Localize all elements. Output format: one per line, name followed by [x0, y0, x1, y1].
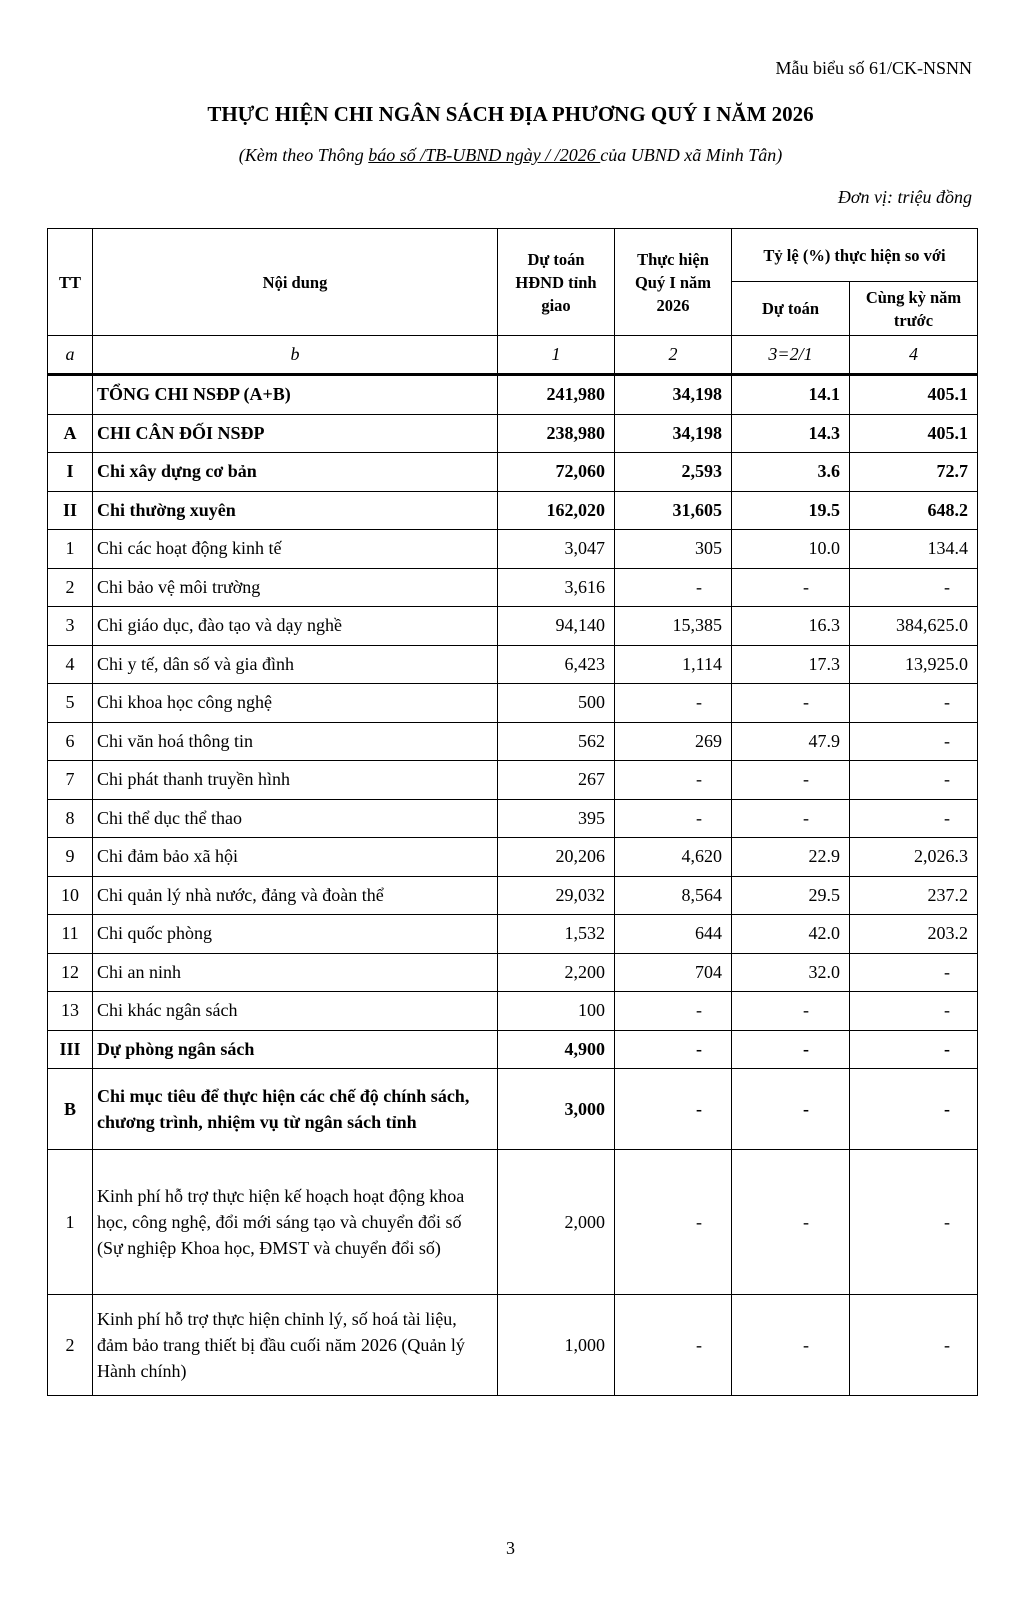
table-row: [48, 838, 978, 877]
row-tt: 3: [48, 607, 93, 646]
row-tt: 1: [48, 1150, 93, 1295]
row-content: TỔNG CHI NSĐP (A+B): [93, 375, 498, 415]
table-row: [48, 530, 978, 569]
row-content: Chi đảm bảo xã hội: [93, 838, 498, 877]
table-row: [48, 645, 978, 684]
table-row: [48, 684, 978, 723]
index-row: [48, 336, 978, 375]
row-ratio-prev: -: [850, 1069, 978, 1150]
row-ratio-prev: -: [850, 992, 978, 1031]
table-row: [48, 414, 978, 453]
row-tt: I: [48, 453, 93, 492]
row-content: Chi an ninh: [93, 953, 498, 992]
row-content: Chi xây dựng cơ bản: [93, 453, 498, 492]
row-estimate: 2,200: [498, 953, 615, 992]
table-row: [48, 1030, 978, 1069]
row-content: Chi bảo vệ môi trường: [93, 568, 498, 607]
unit-label: Đơn vị: triệu đồng: [837, 187, 972, 207]
row-estimate: 3,000: [498, 1069, 615, 1150]
row-content: CHI CÂN ĐỐI NSĐP: [93, 414, 498, 453]
row-actual: -: [615, 992, 732, 1031]
row-ratio-prev: -: [850, 953, 978, 992]
row-actual: -: [615, 1030, 732, 1069]
row-ratio-prev: 648.2: [850, 491, 978, 530]
row-tt: 4: [48, 645, 93, 684]
row-estimate: 162,020: [498, 491, 615, 530]
row-ratio-estimate: -: [732, 1150, 850, 1295]
row-estimate: 72,060: [498, 453, 615, 492]
row-ratio-estimate: -: [732, 568, 850, 607]
row-estimate: 2,000: [498, 1150, 615, 1295]
row-ratio-prev: 134.4: [850, 530, 978, 569]
row-tt: B: [48, 1069, 93, 1150]
table-row: [48, 799, 978, 838]
table-row: [48, 953, 978, 992]
index-cell: 3=2/1: [732, 336, 850, 375]
index-cell: 2: [615, 336, 732, 375]
row-ratio-prev: 2,026.3: [850, 838, 978, 877]
row-content: Chi khoa học công nghệ: [93, 684, 498, 723]
row-ratio-estimate: 32.0: [732, 953, 850, 992]
subtitle-post: của UBND xã Minh Tân): [600, 145, 783, 165]
row-ratio-estimate: 42.0: [732, 915, 850, 954]
table-row: [48, 1295, 978, 1396]
row-ratio-prev: 405.1: [850, 375, 978, 415]
row-ratio-prev: 72.7: [850, 453, 978, 492]
header-tt: TT: [48, 229, 93, 336]
row-tt: 12: [48, 953, 93, 992]
row-actual: 34,198: [615, 375, 732, 415]
table-row: [48, 761, 978, 800]
form-code: Mẫu biểu số 61/CK-NSNN: [775, 58, 972, 78]
row-content: Chi giáo dục, đào tạo và dạy nghề: [93, 607, 498, 646]
row-estimate: 395: [498, 799, 615, 838]
row-estimate: 241,980: [498, 375, 615, 415]
row-tt: 13: [48, 992, 93, 1031]
row-content: Chi quản lý nhà nước, đảng và đoàn thể: [93, 876, 498, 915]
row-ratio-prev: -: [850, 1295, 978, 1396]
row-content: Kinh phí hỗ trợ thực hiện chỉnh lý, số hoá tài liệu, đảm bảo trang thiết bị đầu cuối năm 2026 (Quản lý Hành chính): [93, 1295, 498, 1396]
row-content: Kinh phí hỗ trợ thực hiện kế hoạch hoạt động khoa học, công nghệ, đổi mới sáng tạo và chuyển đổi số (Sự nghiệp Khoa học, ĐMST và chuyển đổi số): [93, 1150, 498, 1295]
row-tt: 11: [48, 915, 93, 954]
row-tt: 2: [48, 568, 93, 607]
row-ratio-prev: 237.2: [850, 876, 978, 915]
table-row: [48, 453, 978, 492]
table-row: [48, 491, 978, 530]
row-ratio-estimate: -: [732, 1295, 850, 1396]
row-ratio-prev: 384,625.0: [850, 607, 978, 646]
row-ratio-estimate: 29.5: [732, 876, 850, 915]
page-number: 3: [506, 1538, 515, 1558]
row-actual: 1,114: [615, 645, 732, 684]
row-ratio-estimate: -: [732, 684, 850, 723]
row-actual: -: [615, 1295, 732, 1396]
row-ratio-estimate: 47.9: [732, 722, 850, 761]
row-actual: -: [615, 799, 732, 838]
header-estimate: Dự toán HĐND tỉnh giao: [498, 229, 615, 336]
page-title: THỰC HIỆN CHI NGÂN SÁCH ĐỊA PHƯƠNG QUÝ I NĂM 2026: [207, 102, 814, 126]
row-estimate: 3,616: [498, 568, 615, 607]
row-content: Chi mục tiêu để thực hiện các chế độ chính sách, chương trình, nhiệm vụ từ ngân sách tỉnh: [93, 1069, 498, 1150]
table-row: [48, 568, 978, 607]
row-actual: 305: [615, 530, 732, 569]
row-ratio-estimate: -: [732, 1030, 850, 1069]
row-estimate: 4,900: [498, 1030, 615, 1069]
row-ratio-prev: -: [850, 684, 978, 723]
row-content: Chi y tế, dân số và gia đình: [93, 645, 498, 684]
row-tt: III: [48, 1030, 93, 1069]
row-tt: 9: [48, 838, 93, 877]
row-ratio-estimate: 17.3: [732, 645, 850, 684]
row-actual: 31,605: [615, 491, 732, 530]
row-tt: 2: [48, 1295, 93, 1396]
table-row: [48, 992, 978, 1031]
row-ratio-prev: -: [850, 761, 978, 800]
row-tt: 1: [48, 530, 93, 569]
header-actual: Thực hiện Quý I năm 2026: [615, 229, 732, 336]
page-subtitle: [0, 145, 1021, 166]
row-actual: -: [615, 1069, 732, 1150]
row-ratio-prev: 13,925.0: [850, 645, 978, 684]
row-ratio-prev: 405.1: [850, 414, 978, 453]
table-row: [48, 607, 978, 646]
header-ratio-group: Tỷ lệ (%) thực hiện so với: [732, 229, 978, 282]
header-ratio-estimate: Dự toán: [732, 282, 850, 336]
row-content: Dự phòng ngân sách: [93, 1030, 498, 1069]
row-estimate: 1,000: [498, 1295, 615, 1396]
index-cell: a: [48, 336, 93, 375]
row-estimate: 100: [498, 992, 615, 1031]
row-estimate: 562: [498, 722, 615, 761]
row-tt: [48, 375, 93, 415]
row-content: Chi quốc phòng: [93, 915, 498, 954]
budget-table: [47, 228, 978, 1396]
row-actual: 2,593: [615, 453, 732, 492]
row-actual: -: [615, 568, 732, 607]
row-ratio-prev: -: [850, 568, 978, 607]
row-tt: 8: [48, 799, 93, 838]
row-content: Chi phát thanh truyền hình: [93, 761, 498, 800]
row-actual: 4,620: [615, 838, 732, 877]
row-actual: -: [615, 761, 732, 800]
row-actual: -: [615, 684, 732, 723]
row-ratio-prev: -: [850, 1030, 978, 1069]
table-row: [48, 915, 978, 954]
row-content: Chi thường xuyên: [93, 491, 498, 530]
row-content: Chi văn hoá thông tin: [93, 722, 498, 761]
header-ratio-prev: Cùng kỳ năm trước: [850, 282, 978, 336]
table-row: [48, 1150, 978, 1295]
row-ratio-prev: -: [850, 1150, 978, 1295]
row-tt: II: [48, 491, 93, 530]
row-ratio-prev: 203.2: [850, 915, 978, 954]
table-row: [48, 722, 978, 761]
row-ratio-estimate: 14.1: [732, 375, 850, 415]
row-ratio-estimate: -: [732, 992, 850, 1031]
table-row: [48, 1069, 978, 1150]
row-actual: 8,564: [615, 876, 732, 915]
table-row: [48, 375, 978, 415]
subtitle-pre: (Kèm theo Thông: [238, 145, 369, 165]
row-ratio-estimate: 16.3: [732, 607, 850, 646]
row-tt: 6: [48, 722, 93, 761]
row-actual: 644: [615, 915, 732, 954]
row-tt: A: [48, 414, 93, 453]
row-estimate: 29,032: [498, 876, 615, 915]
row-estimate: 1,532: [498, 915, 615, 954]
index-cell: 1: [498, 336, 615, 375]
row-estimate: 267: [498, 761, 615, 800]
row-content: Chi khác ngân sách: [93, 992, 498, 1031]
row-ratio-estimate: -: [732, 1069, 850, 1150]
header-content: Nội dung: [93, 229, 498, 336]
row-ratio-estimate: -: [732, 761, 850, 800]
row-ratio-estimate: 22.9: [732, 838, 850, 877]
row-actual: -: [615, 1150, 732, 1295]
row-estimate: 6,423: [498, 645, 615, 684]
table-row: [48, 876, 978, 915]
row-content: Chi thể dục thể thao: [93, 799, 498, 838]
row-actual: 704: [615, 953, 732, 992]
row-estimate: 500: [498, 684, 615, 723]
row-estimate: 3,047: [498, 530, 615, 569]
row-ratio-estimate: -: [732, 799, 850, 838]
row-ratio-prev: -: [850, 722, 978, 761]
subtitle-underlined: báo số /TB-UBND ngày / /2026: [368, 145, 601, 165]
row-actual: 34,198: [615, 414, 732, 453]
row-ratio-estimate: 3.6: [732, 453, 850, 492]
row-ratio-estimate: 19.5: [732, 491, 850, 530]
row-ratio-estimate: 14.3: [732, 414, 850, 453]
row-estimate: 20,206: [498, 838, 615, 877]
row-tt: 7: [48, 761, 93, 800]
row-tt: 10: [48, 876, 93, 915]
row-estimate: 94,140: [498, 607, 615, 646]
index-cell: 4: [850, 336, 978, 375]
row-actual: 15,385: [615, 607, 732, 646]
row-actual: 269: [615, 722, 732, 761]
row-ratio-prev: -: [850, 799, 978, 838]
row-estimate: 238,980: [498, 414, 615, 453]
index-cell: b: [93, 336, 498, 375]
row-tt: 5: [48, 684, 93, 723]
row-ratio-estimate: 10.0: [732, 530, 850, 569]
row-content: Chi các hoạt động kinh tế: [93, 530, 498, 569]
